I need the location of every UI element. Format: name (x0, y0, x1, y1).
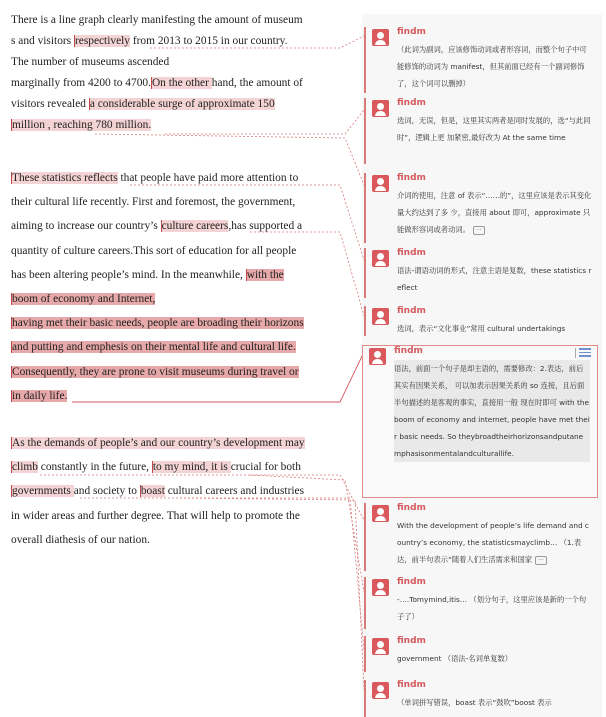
comment-body: 选词，表示“文化事业”常用 cultural undertakings (397, 324, 566, 333)
avatar-icon (372, 682, 389, 699)
commented-text[interactable]: boom of economy and Internet, (12, 292, 156, 305)
paragraph[interactable] (11, 166, 346, 408)
commented-text[interactable]: boast (140, 485, 165, 498)
commented-text[interactable]: respectively (74, 35, 130, 47)
comment-text (397, 41, 593, 92)
text-line[interactable] (11, 239, 346, 263)
text-segment: marginally from 4200 to 4700. (11, 77, 151, 89)
comment-card[interactable] (364, 248, 598, 298)
text-segment: hand, the amount of (211, 77, 303, 89)
comment-body: 语法，前面一个句子是却主语的，需要修改：2.表达，前后其实有因果关系， 可以加表示因果关系的 so 连接，且后面半句描述的是客观的事实，直接用一般 现在时即可 with the boom of economy and internet, people have met their basic needs. So theybroadtheirhorizonsandputanemphasisonmentalandculturallife. (394, 364, 590, 458)
comment-body: 介词的使用，注意 of 表示“……的”，这里应该是表示其变化量大约达到了多 少，直接用 about 即可，approximate 只能做形容词或者动词。 (397, 191, 592, 234)
comment-author: findm (397, 503, 426, 513)
text-line[interactable] (11, 166, 346, 190)
comment-card[interactable] (364, 173, 598, 243)
comment-text (397, 650, 593, 667)
text-segment: aiming to increase our country’s (11, 220, 161, 233)
comment-body: 选词，无误，但是，这里其实两者是同时发展的，选“与此同时”，逻辑上更 加紧密,最好改为 At the same time (397, 116, 591, 142)
text-segment: The number of museums ascended (11, 56, 170, 68)
comment-card[interactable] (362, 345, 598, 498)
text-segment: from 2013 to 2015 in our country. (130, 35, 288, 47)
menu-icon[interactable] (575, 348, 591, 358)
avatar-icon (372, 175, 389, 192)
comment-text (397, 112, 593, 146)
text-line[interactable] (11, 528, 346, 552)
text-line[interactable] (11, 73, 346, 94)
text-segment: cultural careers and industries (164, 485, 305, 498)
text-line[interactable] (11, 10, 346, 31)
comment-body: -….Tomymind,itis… （划分句子，这里应该是新的一个句子了） (397, 595, 587, 621)
comment-text (397, 320, 593, 337)
commented-text[interactable]: to my mind, it is (152, 461, 231, 474)
comment-card[interactable] (364, 306, 598, 336)
text-line[interactable] (11, 52, 346, 73)
text-line[interactable] (11, 94, 346, 115)
text-segment: s and visitors (11, 35, 74, 47)
text-line[interactable] (11, 287, 346, 311)
text-line[interactable] (11, 479, 346, 503)
comment-author: findm (397, 577, 426, 587)
comment-body: With the development of people’s life demand and country’s economy, the statisticsmayclimb… （1.表达，前半句表示“随着人们生活需求和国家 (397, 521, 589, 564)
comment-card[interactable] (364, 680, 598, 717)
comment-author: findm (397, 248, 426, 258)
comment-card[interactable] (364, 636, 598, 672)
comment-body: government （语法-名词单复数） (397, 654, 513, 663)
text-line[interactable] (11, 455, 346, 479)
comment-text (394, 360, 590, 462)
comment-author: findm (397, 98, 426, 108)
text-segment: quantity of culture careers.This sort of education for all people (11, 244, 297, 257)
avatar-icon (369, 348, 386, 365)
text-segment: crucial for both (230, 461, 301, 474)
comment-card[interactable] (364, 577, 598, 629)
text-segment: has been altering people’s mind. In the meanwhile, (11, 268, 246, 281)
comment-author: findm (397, 306, 426, 316)
text-line[interactable] (11, 263, 346, 287)
text-segment: ,has supported a (228, 220, 303, 233)
commented-text[interactable]: These statistics reflects (12, 172, 118, 184)
comment-card[interactable] (364, 98, 598, 164)
commented-text[interactable]: governments (12, 485, 74, 498)
avatar-icon (372, 579, 389, 596)
comment-author: findm (397, 173, 426, 183)
comment-author: findm (394, 346, 423, 356)
comment-text (397, 187, 593, 238)
commented-text[interactable]: climb (12, 461, 38, 474)
comment-card[interactable] (364, 503, 598, 571)
text-segment: in wider areas and further degree. That will help to promote the (11, 509, 300, 522)
text-line[interactable] (11, 431, 346, 455)
more-icon[interactable]: ··· (473, 226, 485, 235)
text-segment: that people have paid more attention to (117, 172, 299, 184)
avatar-icon (372, 250, 389, 267)
avatar-icon (372, 29, 389, 46)
comment-body: （此词为副词，应该修饰动词或者形容词，而整个句子中可能修饰的动词为 manifest，但其前面已经有一个副词修饰了，这个词可以删掉） (397, 45, 587, 88)
avatar-icon (372, 308, 389, 325)
text-line[interactable] (11, 335, 346, 359)
comment-author: findm (397, 680, 426, 690)
text-segment: and society to (73, 485, 140, 498)
text-line[interactable] (11, 384, 346, 408)
text-line[interactable] (11, 360, 346, 384)
text-segment: their cultural life recently. First and foremost, the government, (11, 196, 296, 209)
commented-text[interactable]: Consequently, they are prone to visit museums during travel or (12, 365, 299, 378)
paragraph[interactable] (11, 431, 346, 552)
comment-card[interactable] (364, 27, 598, 93)
text-line[interactable] (11, 214, 346, 238)
commented-text[interactable]: having met their basic needs, people are broading their horizons (12, 317, 304, 330)
commented-text[interactable]: with the (246, 268, 284, 281)
text-segment: There is a line graph clearly manifesting the amount of museum (11, 14, 303, 26)
commented-text[interactable]: and putting and emphesis on their mental life and cultural life. (12, 341, 296, 354)
commented-text[interactable]: a considerable surge of approximate 150 (89, 98, 275, 110)
text-line[interactable] (11, 504, 346, 528)
more-icon[interactable]: ··· (535, 556, 547, 565)
commented-text[interactable]: On the other (151, 77, 212, 89)
text-segment: visitors revealed (11, 98, 89, 110)
avatar-icon (372, 638, 389, 655)
commented-text[interactable]: culture careers (161, 220, 229, 233)
text-segment: overall diathesis of our nation. (11, 533, 150, 546)
comment-text (397, 694, 593, 711)
comment-text (397, 591, 593, 625)
text-line[interactable] (11, 311, 346, 335)
avatar-icon (372, 505, 389, 522)
text-line[interactable] (11, 190, 346, 214)
comment-text (397, 262, 593, 296)
avatar-icon (372, 100, 389, 117)
commented-text[interactable]: million , reaching 780 million. (12, 119, 152, 131)
comment-body: 语法-谓语动词的形式，注意主语是复数，these statistics reflect (397, 266, 592, 292)
text-line[interactable] (11, 115, 346, 136)
comment-text (397, 517, 593, 568)
text-line[interactable] (11, 31, 346, 52)
comment-author: findm (397, 27, 426, 37)
comment-body: （单词拼写错误，boast 表示“鼓吹”boost 表示 (397, 698, 552, 707)
paragraph[interactable] (11, 10, 346, 136)
commented-text[interactable]: in daily life. (12, 389, 68, 402)
commented-text[interactable]: As the demands of people’s and our country’s development may (12, 437, 305, 449)
text-segment: constantly in the future, (37, 461, 152, 474)
comment-author: findm (397, 636, 426, 646)
